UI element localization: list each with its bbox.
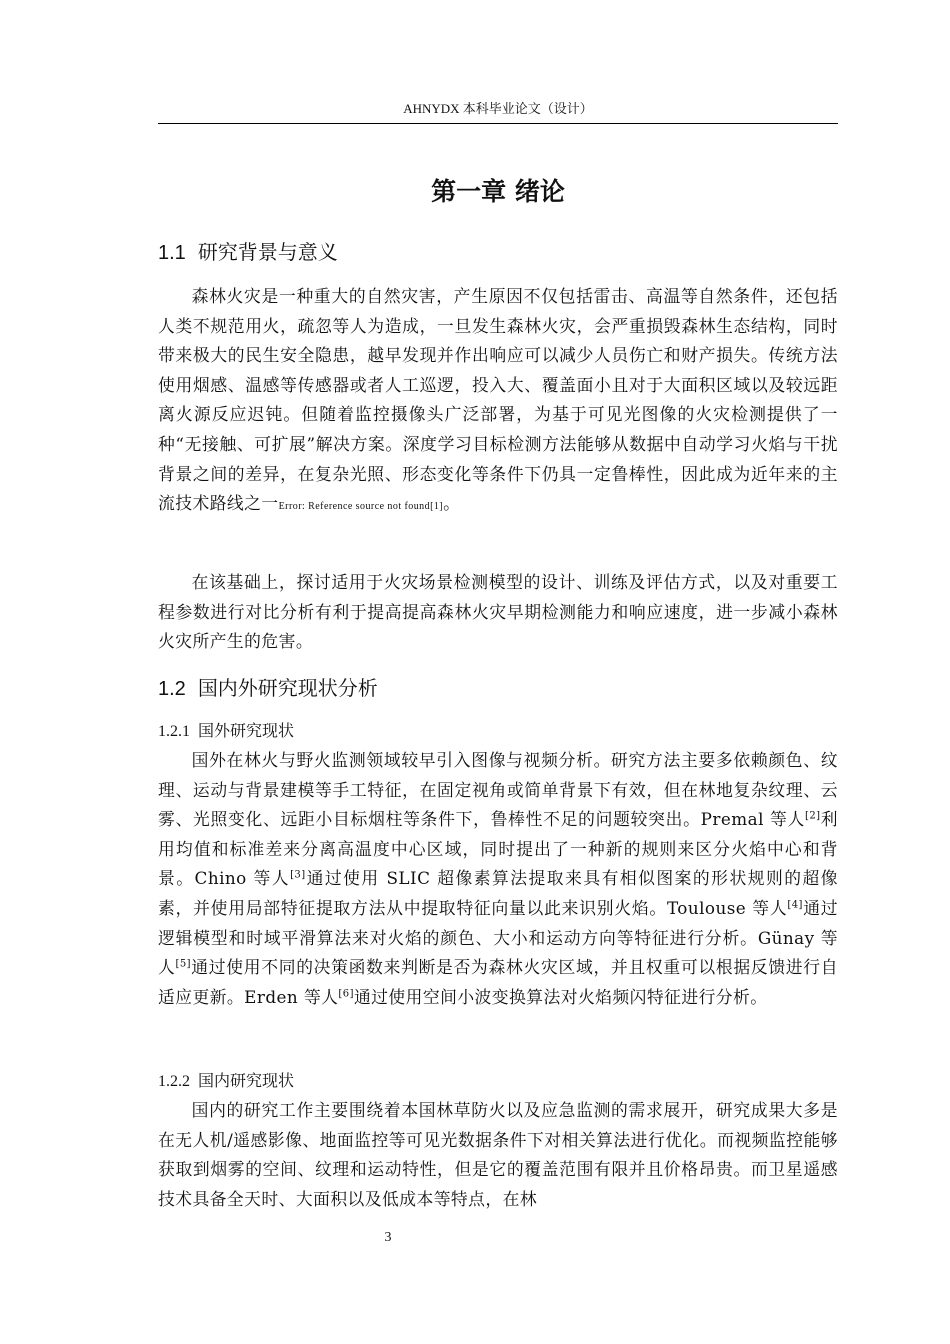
paragraph-text: 通过使用不同的决策函数来判断是否为森林火灾区域，并且权重可以根据反馈进行自适应更新。Erden 等人 xyxy=(158,957,839,1007)
subsection-heading-1-2-2 xyxy=(158,1066,294,1097)
citation-6: [6] xyxy=(338,988,354,1000)
paragraph-text: 国外在林火与野火监测领域较早引入图像与视频分析。研究方法主要多依赖颜色、纹理、运动与背景建模等手工特征，在固定视角或简单背景下有效，但在林地复杂纹理、云雾、光照变化、远距小目标烟柱等条件下，鲁棒性不足的问题较突出。Premal 等人 xyxy=(158,750,838,830)
chapter-title: 第一章 绪论 xyxy=(431,177,565,206)
paragraph-text: 通过使用 SLIC 超像素算法提取来具有相似图案的形状规则的超像素，并使用局部特征提取方法从中提取特征向量以此来识别火焰。Toulouse 等人 xyxy=(158,868,838,918)
section-title: 国内外研究现状分析 xyxy=(197,676,378,700)
paragraph-text: 通过逻辑模型和时域平滑算法来对火焰的颜色、大小和运动方向等特征进行分析。Günay 等人 xyxy=(158,897,838,978)
running-header: AHNYDX 本科毕业论文（设计） xyxy=(403,101,593,116)
subsection-title: 国外研究现状 xyxy=(198,721,295,740)
section-number: 1.2 xyxy=(158,678,186,700)
subsection-heading-1-2-1 xyxy=(158,716,294,747)
section-heading-1-1 xyxy=(158,236,338,269)
paragraph-background xyxy=(158,282,838,522)
subsection-title: 国内研究现状 xyxy=(198,1071,295,1090)
citation-3: [3] xyxy=(290,869,306,881)
section-number: 1.1 xyxy=(158,242,186,264)
citation-4: [4] xyxy=(787,899,803,911)
reference-error-text: Error: Reference source not found[1] xyxy=(278,501,444,513)
citation-2: [2] xyxy=(804,810,821,822)
subsection-number: 1.2.1 xyxy=(158,723,190,740)
header-rule xyxy=(158,123,838,124)
citation-5: [5] xyxy=(175,958,192,970)
subsection-number: 1.2.2 xyxy=(158,1073,190,1090)
section-heading-1-2 xyxy=(158,672,378,705)
page-number: 3 xyxy=(384,1230,392,1245)
paragraph-text: 通过使用空间小波变换算法对火焰频闪特征进行分析。 xyxy=(353,986,768,1007)
paragraph-domestic-research: 国内的研究工作主要围绕着本国林草防火以及应急监测的需求展开，研究成果大多是在无人机/遥感影像、地面监控等可见光数据条件下对相关算法进行优化。而视频监控能够获取到烟雾的空间、纹理和运动特性，但是它的覆盖范围有限并且价格昂贵。而卫星遥感技术具备全天时、大面积以及低成本等特点，在林 xyxy=(158,1100,838,1209)
section-title: 研究背景与意义 xyxy=(197,240,338,264)
paragraph-foreign-research xyxy=(158,746,838,1012)
paragraph-end: 。 xyxy=(443,493,461,514)
paragraph-text: 利用均值和标准差来分离高温度中心区域，同时提出了一种新的规则来区分火焰中心和背景。Chino 等人 xyxy=(158,809,838,889)
paragraph-text: 森林火灾是一种重大的自然灾害，产生原因不仅包括雷击、高温等自然条件，还包括人类不规范用火，疏忽等人为造成，一旦发生森林火灾，会严重损毁森林生态结构，同时带来极大的民生安全隐患，越早发现并作出响应可以减少人员伤亡和财产损失。传统方法使用烟感、温感等传感器或者人工巡逻，投入大、覆盖面小且对于大面积区域以及较远距离火源反应迟钝。但随着监控摄像头广泛部署，为基于可见光图像的火灾检测提供了一种“无接触、可扩展”解决方案。深度学习目标检测方法能够从数据中自动学习火焰与干扰背景之间的差异，在复杂光照、形态变化等条件下仍具一定鲁棒性，因此成为近年来的主流技术路线之一 xyxy=(158,286,838,514)
paragraph-significance: 在该基础上，探讨适用于火灾场景检测模型的设计、训练及评估方式，以及对重要工程参数进行对比分析有利于提高提高森林火灾早期检测能力和响应速度，进一步减小森林火灾所产生的危害。 xyxy=(158,572,838,652)
